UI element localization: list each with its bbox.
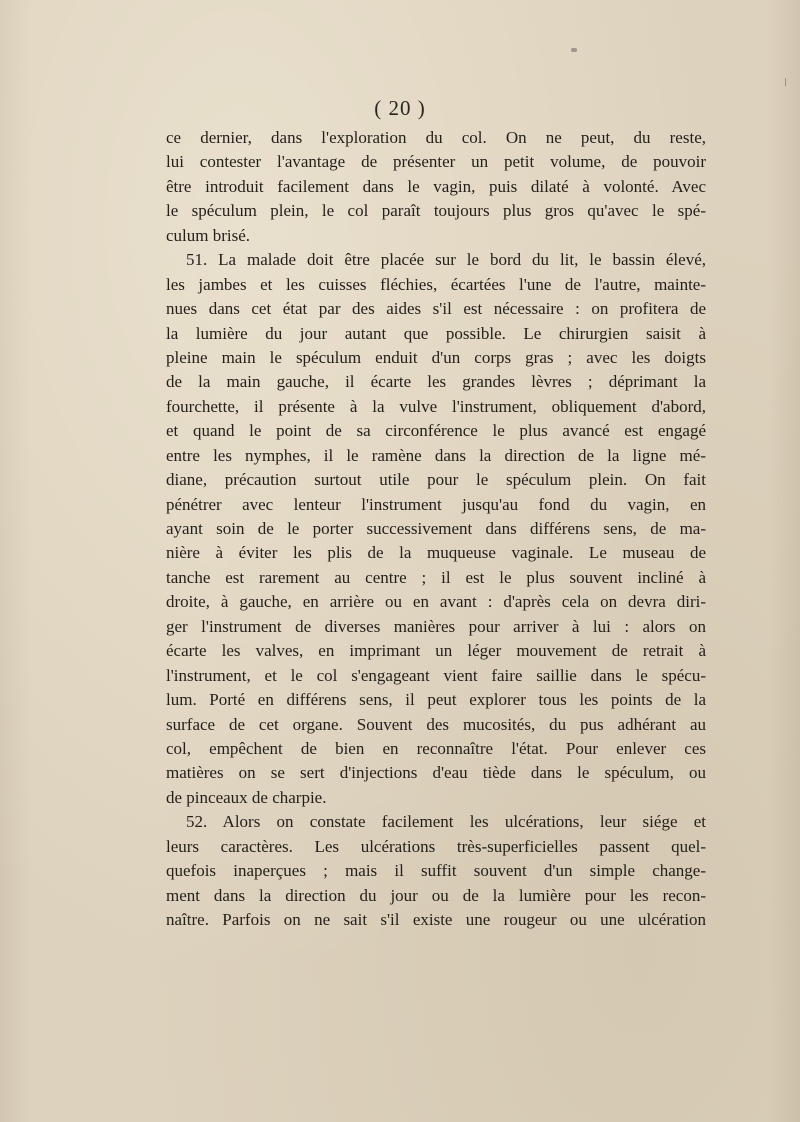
text-line: tanche est rarement au centre ; il est le plus souvent incliné à <box>166 567 706 587</box>
text-line: et quand le point de sa circonférence le plus avancé est engagé <box>166 421 706 441</box>
text-line: culum brisé. <box>166 225 251 245</box>
text-line: ger l'instrument de diverses manières pour arriver à lui : alors on <box>166 616 706 636</box>
text-line: quefois inaperçues ; mais il suffit souvent d'un simple change- <box>166 861 706 881</box>
text-line: l'instrument, et le col s'engageant vient faire saillie dans le spécu- <box>166 665 706 685</box>
text-line: col, empêchent de bien en reconnaître l'état. Pour enlever ces <box>166 738 706 758</box>
pen-stroke-mark <box>785 78 786 86</box>
text-line: entre les nymphes, il le ramène dans la direction de la ligne mé- <box>166 445 706 465</box>
text-line: ayant soin de le porter successivement dans différens sens, de ma- <box>166 519 706 538</box>
text-line: les jambes et les cuisses fléchies, écartées l'une de l'autre, mainte- <box>166 274 706 294</box>
text-line: surface de cet organe. Souvent des mucosités, du pus adhérant au <box>166 714 706 734</box>
paragraph-52-start: 52. Alors on constate facilement les ulcérations, leur siége et <box>186 812 706 832</box>
text-line: le spéculum plein, le col paraît toujours plus gros qu'avec le spé- <box>166 201 706 221</box>
text-line: la lumière du jour autant que possible. Le chirurgien saisit à <box>166 323 706 343</box>
text-line: diane, précaution surtout utile pour le spéculum plein. On fait <box>166 470 706 490</box>
text-line: nière à éviter les plis de la muqueuse vaginale. Le museau de <box>166 543 706 563</box>
text-line: pleine main le spéculum enduit d'un corps gras ; avec les doigts <box>166 347 706 367</box>
text-line: pénétrer avec lenteur l'instrument jusqu'au fond du vagin, en <box>166 494 706 514</box>
text-line: de pinceaux de charpie. <box>166 787 327 807</box>
text-line: lum. Porté en différens sens, il peut explorer tous les points de la <box>166 690 706 710</box>
text-line: nues dans cet état par des aides s'il est nécessaire : on profitera de <box>166 299 706 319</box>
text-line: fourchette, il présente à la vulve l'instrument, obliquement d'abord, <box>166 396 706 416</box>
text-line: droite, à gauche, en arrière ou en avant : d'après cela on devra diri- <box>166 592 706 612</box>
text-line: écarte les valves, en imprimant un léger mouvement de retrait à <box>166 641 706 661</box>
text-line: ce dernier, dans l'exploration du col. On ne peut, du reste, <box>166 128 706 147</box>
text-line: ment dans la direction du jour ou de la lumière pour les recon- <box>166 885 706 905</box>
text-line: être introduit facilement dans le vagin, puis dilaté à volonté. Avec <box>166 176 706 196</box>
pen-stroke-mark <box>571 48 577 52</box>
paragraph-51-start: 51. La malade doit être placée sur le bord du lit, le bassin élevé, <box>186 250 706 270</box>
text-line: naître. Parfois on ne sait s'il existe une rougeur ou une ulcération <box>166 910 706 929</box>
text-line: de la main gauche, il écarte les grandes lèvres ; déprimant la <box>166 372 706 392</box>
text-line: lui contester l'avantage de présenter un petit volume, de pouvoir <box>166 152 706 172</box>
body-text <box>166 126 706 932</box>
text-line: leurs caractères. Les ulcérations très-superficielles passent quel- <box>166 836 706 856</box>
text-line: matières on se sert d'injections d'eau tiède dans le spéculum, ou <box>166 763 706 783</box>
page-number: ( 20 ) <box>374 96 426 120</box>
